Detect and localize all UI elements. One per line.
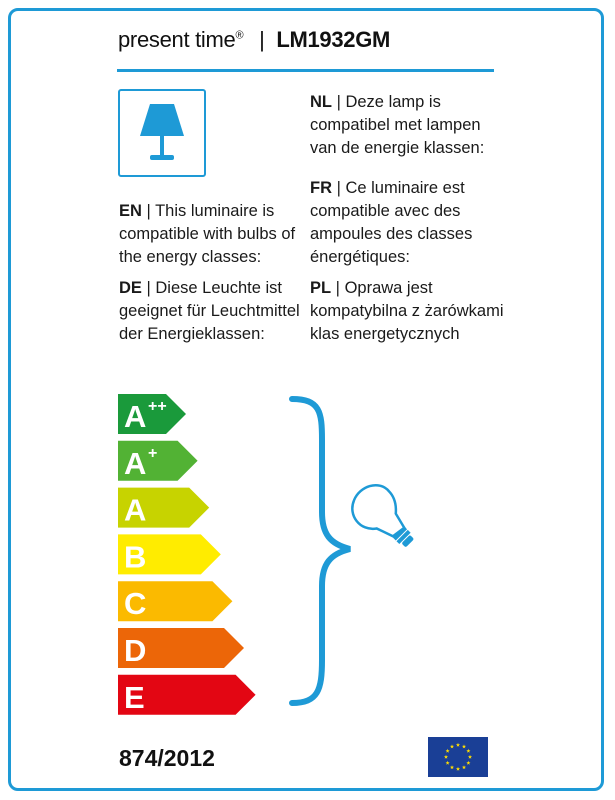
lang-code-fr: FR bbox=[310, 179, 332, 197]
eu-star bbox=[456, 767, 460, 771]
text-pl: PL | Oprawa jest kompatybilna z żarówkami klas energetycznych bbox=[310, 279, 504, 343]
text-de-body: Diese Leuchte ist geeignet für Leuchtmittel der Energieklassen: bbox=[119, 279, 300, 343]
energy-class-letter: A bbox=[124, 492, 147, 528]
energy-class-letter: D bbox=[124, 633, 147, 668]
energy-class-letter: A bbox=[124, 445, 147, 481]
text-nl-body: Deze lamp is compatibel met lampen van de energie klassen: bbox=[310, 93, 485, 157]
energy-class-superscript: + bbox=[148, 444, 158, 462]
eu-star bbox=[446, 749, 450, 753]
energy-class-letter: C bbox=[124, 586, 147, 622]
lang-code-en: EN bbox=[119, 202, 142, 220]
text-fr: FR | Ce luminaire est compatible avec des ampoules des classes énergétiques: bbox=[310, 179, 473, 266]
energy-class-letter: E bbox=[124, 679, 145, 715]
text-nl: NL | Deze lamp is compatibel met lampen van de energie klassen: bbox=[310, 93, 485, 157]
energy-class-superscript: ++ bbox=[148, 398, 167, 415]
header-separator: | bbox=[259, 27, 265, 52]
regulation-number: 874/2012 bbox=[119, 745, 215, 771]
energy-class-letter: A bbox=[124, 399, 147, 434]
eu-star bbox=[446, 761, 450, 765]
text-en: EN | This luminaire is compatible with bulbs of the energy classes: bbox=[119, 202, 296, 266]
lang-code-pl: PL bbox=[310, 279, 332, 297]
eu-flag-icon bbox=[428, 737, 488, 777]
eu-star bbox=[462, 765, 466, 769]
eu-star bbox=[466, 749, 470, 753]
text-fr-body: Ce luminaire est compatible avec des ampoules des classes énergétiques: bbox=[310, 179, 473, 266]
eu-star bbox=[450, 765, 454, 769]
eu-star bbox=[466, 761, 470, 765]
registered-mark: ® bbox=[235, 29, 244, 42]
eu-star bbox=[456, 743, 460, 747]
eu-star bbox=[462, 744, 466, 748]
lang-code-de: DE bbox=[119, 279, 142, 297]
text-pl-body: Oprawa jest kompatybilna z żarówkami klas energetycznych bbox=[310, 279, 504, 343]
lang-code-nl: NL bbox=[310, 93, 332, 111]
energy-class-letter: B bbox=[124, 539, 147, 575]
text-en-body: This luminaire is compatible with bulbs of the energy classes: bbox=[119, 202, 296, 266]
eu-star bbox=[450, 744, 454, 748]
model-number: LM1932GM bbox=[276, 27, 391, 52]
text-de: DE | Diese Leuchte ist geeignet für Leuchtmittel der Energieklassen: bbox=[119, 279, 300, 343]
light-bulb-icon bbox=[344, 477, 416, 549]
eu-star bbox=[444, 755, 448, 759]
bracket-brace bbox=[292, 399, 350, 703]
eu-star bbox=[468, 755, 472, 759]
brand-name: present time bbox=[118, 27, 236, 52]
